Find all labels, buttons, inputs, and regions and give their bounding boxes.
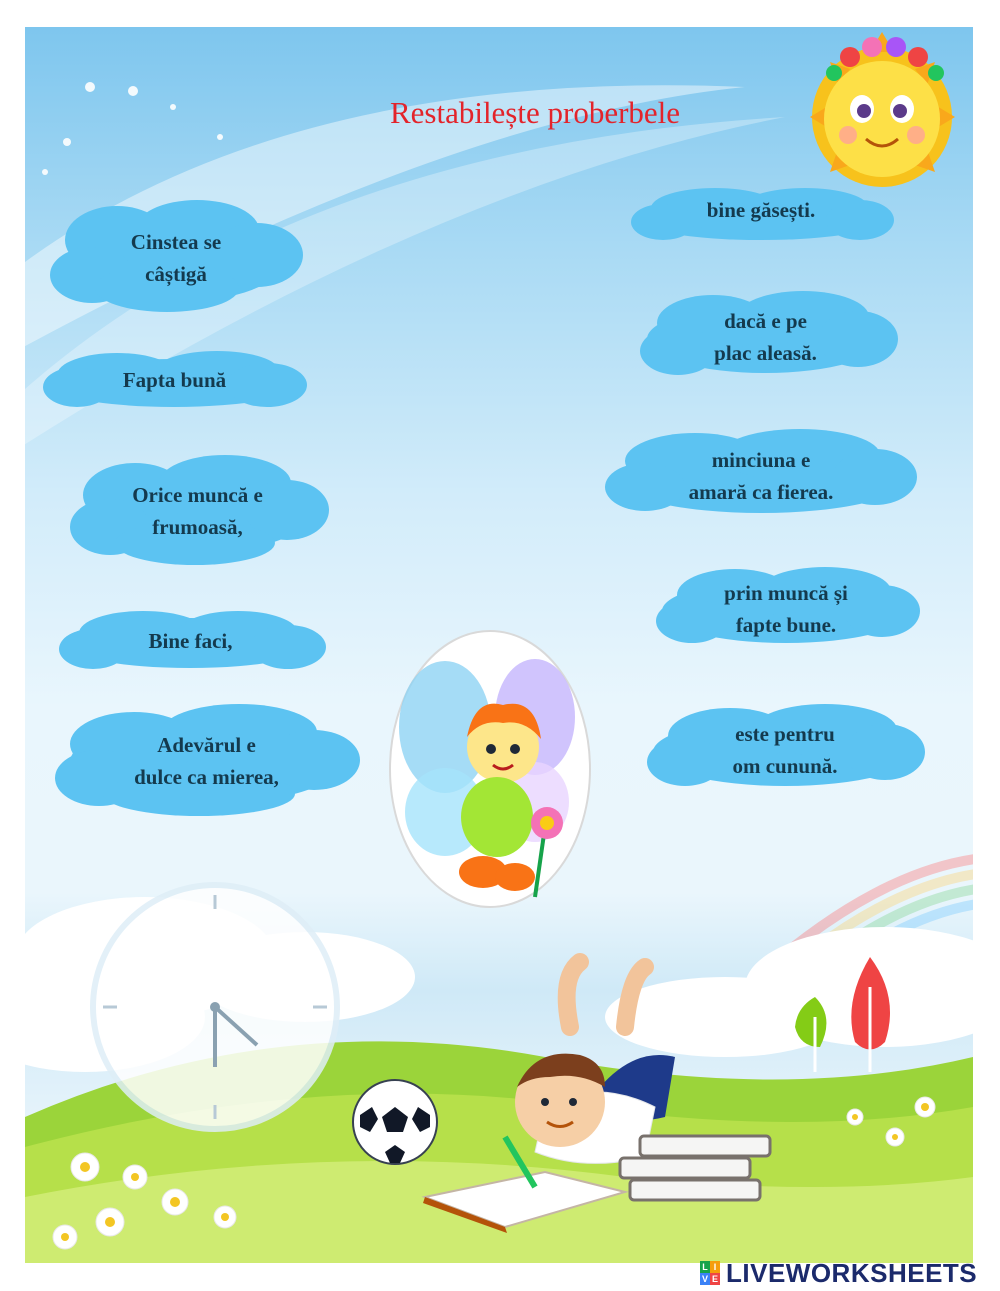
logo-letter: L (700, 1261, 710, 1273)
clock-icon (85, 877, 345, 1137)
left-fragment-4[interactable] (53, 607, 328, 675)
fragment-text: prin muncă și fapte bune. (724, 581, 848, 637)
fragment-text: Orice muncă e frumoasă, (132, 483, 263, 539)
fragment-text: Cinstea se câștigă (130, 229, 222, 286)
fragment-text: bine găsești. (706, 198, 816, 222)
right-fragment-5[interactable] (640, 702, 930, 797)
logo-letter: I (710, 1261, 720, 1273)
fragment-text: Fapta bună (122, 368, 227, 392)
fragment-text: dacă e pe plac aleasă. (714, 308, 817, 365)
fairy-illustration (385, 627, 595, 912)
fragment-text: Bine faci, (148, 629, 233, 653)
logo-badge (700, 1261, 720, 1285)
right-fragment-2[interactable] (633, 289, 898, 384)
page-title: Restabilește proberbele (389, 95, 681, 130)
logo-letter: E (711, 1274, 718, 1284)
tree-icon (785, 947, 905, 1077)
left-fragment-2[interactable] (37, 347, 312, 413)
logo-letter: V (701, 1274, 708, 1284)
liveworksheets-logo (700, 1258, 977, 1288)
fragment-text: este pentru om cunună. (732, 721, 838, 778)
soccer-ball-icon (350, 1077, 440, 1167)
left-fragment-1[interactable] (47, 200, 305, 315)
left-fragment-3[interactable] (65, 455, 330, 567)
fragment-text: minciuna e amară ca fierea. (688, 448, 834, 504)
brand-name: LIVEWORKSHEETS (726, 1257, 978, 1288)
right-fragment-1[interactable] (625, 184, 897, 248)
right-fragment-4[interactable] (650, 565, 922, 653)
fragment-text: Adevărul e dulce ca mierea, (134, 733, 279, 789)
worksheet-page (25, 27, 973, 1263)
left-fragment-5[interactable] (49, 702, 364, 820)
books-icon (615, 1132, 780, 1207)
right-fragment-3[interactable] (600, 427, 922, 525)
sun-icon (790, 27, 973, 197)
